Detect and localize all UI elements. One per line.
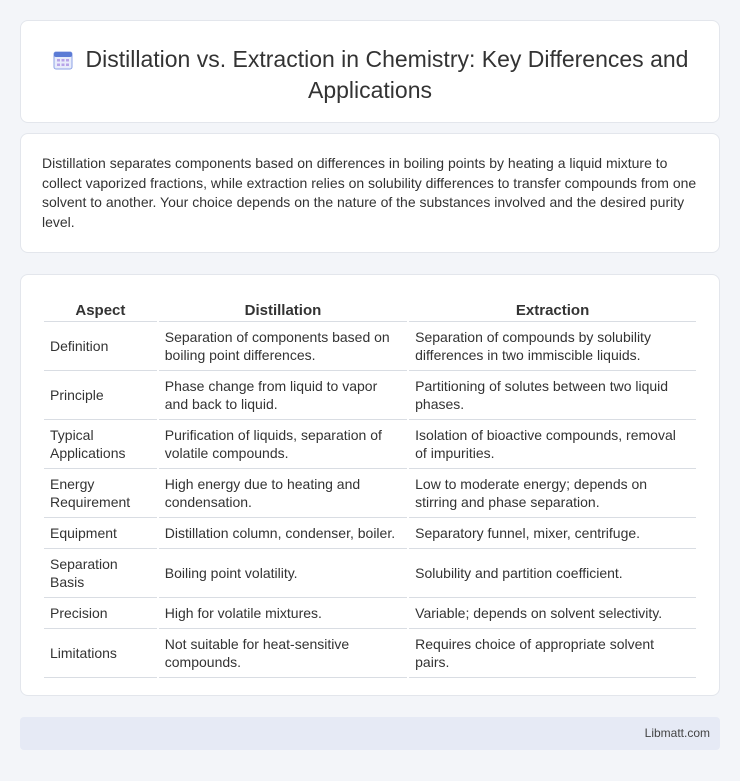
- cell-extraction: Separatory funnel, mixer, centrifuge.: [409, 518, 696, 549]
- cell-distillation: Not suitable for heat-sensitive compounds.: [159, 629, 407, 678]
- title-wrap: [21, 44, 719, 106]
- header-distillation: Distillation: [159, 297, 407, 322]
- page-title-text: Distillation vs. Extraction in Chemistry: Key Differences and Applications: [85, 46, 689, 103]
- table-row: [44, 420, 696, 469]
- cell-distillation: Separation of components based on boiling point differences.: [159, 322, 407, 371]
- cell-distillation: High for volatile mixtures.: [159, 598, 407, 629]
- cell-extraction: Solubility and partition coefficient.: [409, 549, 696, 598]
- comparison-table: [42, 297, 698, 678]
- cell-extraction: Isolation of bioactive compounds, removal of impurities.: [409, 420, 696, 469]
- table-row: [44, 322, 696, 371]
- footer: [20, 717, 720, 750]
- table-card: [20, 274, 720, 696]
- cell-aspect: Definition: [44, 322, 157, 371]
- calendar-icon: [52, 49, 74, 71]
- table-header-row: [44, 297, 696, 322]
- table-row: [44, 518, 696, 549]
- cell-aspect: Limitations: [44, 629, 157, 678]
- page-title: [21, 44, 719, 106]
- cell-aspect: Precision: [44, 598, 157, 629]
- intro-paragraph: Distillation separates components based on differences in boiling points by heating a liquid mixture to collect vaporized fractions, while extraction relies on solubility differences to transfer compounds from one solvent to another. Your choice depends on the nature of the substances involved and the desired purity level.: [42, 155, 697, 230]
- cell-extraction: Variable; depends on solvent selectivity.: [409, 598, 696, 629]
- table-row: [44, 371, 696, 420]
- footer-site-link[interactable]: Libmatt.com: [644, 726, 710, 740]
- cell-extraction: Low to moderate energy; depends on stirring and phase separation.: [409, 469, 696, 518]
- cell-extraction: Separation of compounds by solubility differences in two immiscible liquids.: [409, 322, 696, 371]
- cell-aspect: Energy Requirement: [44, 469, 157, 518]
- cell-extraction: Partitioning of solutes between two liquid phases.: [409, 371, 696, 420]
- table-row: [44, 629, 696, 678]
- intro-card: [20, 133, 720, 253]
- cell-aspect: Equipment: [44, 518, 157, 549]
- cell-extraction: Requires choice of appropriate solvent pairs.: [409, 629, 696, 678]
- table-row: [44, 549, 696, 598]
- header-aspect: Aspect: [44, 297, 157, 322]
- cell-distillation: Distillation column, condenser, boiler.: [159, 518, 407, 549]
- cell-distillation: Phase change from liquid to vapor and back to liquid.: [159, 371, 407, 420]
- cell-aspect: Principle: [44, 371, 157, 420]
- table-row: [44, 598, 696, 629]
- header-extraction: Extraction: [409, 297, 696, 322]
- cell-distillation: Boiling point volatility.: [159, 549, 407, 598]
- cell-aspect: Separation Basis: [44, 549, 157, 598]
- cell-distillation: High energy due to heating and condensation.: [159, 469, 407, 518]
- table-row: [44, 469, 696, 518]
- title-card: [20, 20, 720, 123]
- cell-aspect: Typical Applications: [44, 420, 157, 469]
- cell-distillation: Purification of liquids, separation of volatile compounds.: [159, 420, 407, 469]
